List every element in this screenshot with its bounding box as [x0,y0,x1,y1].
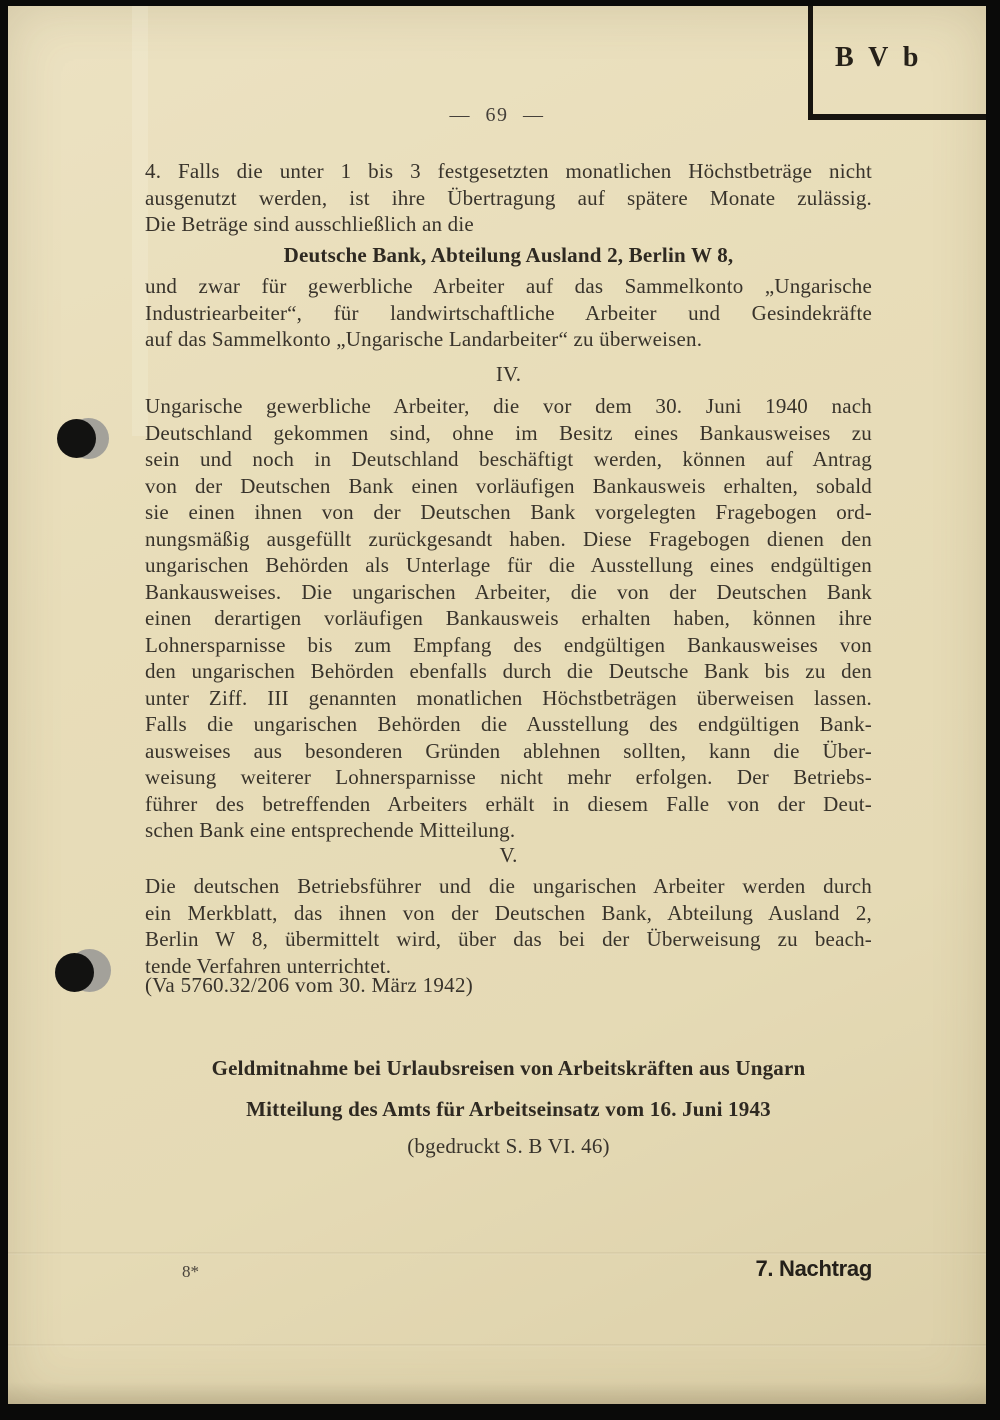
text-line: weisung weiterer Lohnersparnisse nicht mehr erfolgen. Der Betriebs- [145,765,872,789]
notice-subtitle: Mitteilung des Amts für Arbeitseinsatz vom 16. Juni 1943 [246,1097,771,1121]
text-line: führer des betreffenden Arbeiters erhält in diesem Falle von der Deut- [145,791,872,816]
crease-line [8,1252,986,1255]
hole-punch-top [57,419,96,458]
section-iv-heading: IV. [495,362,522,386]
text-line: auf das Sammelkonto „Ungarische Landarbeiter“ zu überweisen. [145,327,703,351]
page-number: — 69 — [449,104,545,126]
text-line: Berlin W 8, übermittelt wird, über das bei der Überweisung zu beach- [145,927,872,951]
text-line: ungarischen Behörden als Unterlage für die Ausstellung eines endgültigen [145,553,872,577]
text-line: Ungarische gewerbliche Arbeiter, die vor dem 30. Juni 1940 nach [145,394,872,418]
section-iv-paragraph [145,393,872,844]
paper-edge-shadow [8,1382,986,1404]
text-line: Lohnersparnisse bis zum Empfang des endgültigen Bankausweises von [145,632,872,657]
text-line: einen derartigen vorläufigen Bankausweis erhalten haben, können ihre [145,606,872,630]
footnote-mark: 8* [182,1262,199,1281]
document-page [8,6,986,1404]
text-line: von der Deutschen Bank einen vorläufigen Bankausweis erhalten, sobald [145,473,872,498]
paragraph-4 [145,158,872,238]
text-line: unter Ziff. III genannten monatlichen Höchstbeträgen überweisen lassen. [145,685,872,710]
section-v-paragraph [145,873,872,979]
text-line: nungsmäßig ausgefüllt zurückgesandt haben. Diese Fragebogen dienen den [145,526,872,551]
reference-number: (Va 5760.32/206 vom 30. März 1942) [145,973,474,997]
text-line: sein und noch in Deutschland beschäftigt werden, können auf Antrag [145,447,872,471]
text-line: Bankausweises. Die ungarischen Arbeiter, die von der Deutschen Bank [145,579,872,604]
notice-print-ref: (bgedruckt S. B VI. 46) [407,1134,610,1158]
text-line: Die Beträge sind ausschließlich an die [145,212,474,236]
text-line: Falls die ungarischen Behörden die Ausstellung des endgültigen Bank- [145,712,872,736]
text-line: den ungarischen Behörden ebenfalls durch die Deutsche Bank bis zu den [145,659,872,683]
text-line: sie einen ihnen von der Deutschen Bank vorgelegten Fragebogen ord- [145,500,872,524]
text-line: ausgenutzt werden, ist ihre Übertragung auf spätere Monate zulässig. [145,185,872,210]
classification-label: B V b [835,42,923,73]
text-line: 4. Falls die unter 1 bis 3 festgesetzten monatlichen Höchstbeträge nicht [145,159,872,183]
text-line: ausweises aus besonderen Gründen ablehnen sollten, kann die Über- [145,738,872,763]
bank-designation: Deutsche Bank, Abteilung Ausland 2, Berlin W 8, [283,243,734,267]
text-line: Die deutschen Betriebsführer und die ungarischen Arbeiter werden durch [145,874,872,898]
text-line: und zwar für gewerbliche Arbeiter auf das Sammelkonto „Ungarische [145,274,872,298]
notice-title: Geldmitnahme bei Urlaubsreisen von Arbeitskräften aus Ungarn [211,1056,806,1080]
text-line: ein Merkblatt, das ihnen von der Deutschen Bank, Abteilung Ausland 2, [145,900,872,925]
supplement-label: 7. Nachtrag [755,1256,872,1281]
text-line: Deutschland gekommen sind, ohne im Besitz eines Bankausweises zu [145,420,872,445]
text-line: schen Bank eine entsprechende Mitteilung. [145,818,516,842]
crease-line [8,1344,986,1347]
paragraph-accounts [145,273,872,353]
hole-punch-bottom [55,953,94,992]
section-v-heading: V. [499,843,518,867]
text-line: tende Verfahren unterrichtet. [145,953,392,978]
text-line: Industriearbeiter“, für landwirtschaftliche Arbeiter und Gesindekräfte [145,300,872,325]
classification-box [808,6,986,120]
